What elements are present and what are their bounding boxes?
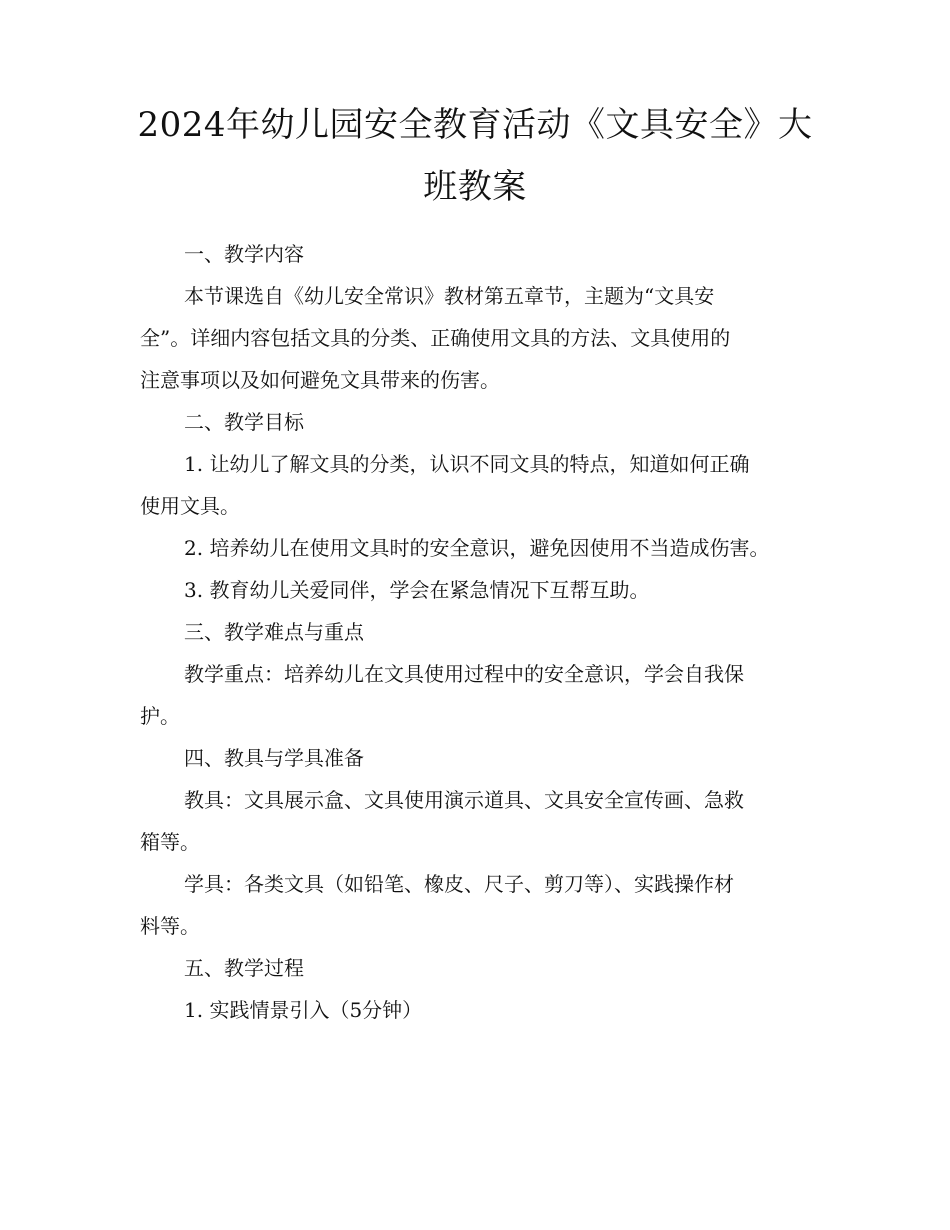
section-heading <box>140 737 830 779</box>
text-line: 2. 培养幼儿在使用文具时的安全意识，避免因使用不当造成伤害。 <box>184 536 770 560</box>
text-line: 一、教学内容 <box>184 242 304 266</box>
text-line: 学具：各类文具（如铅笔、橡皮、尺子、剪刀等）、实践操作材 <box>184 872 734 896</box>
paragraph <box>140 863 830 947</box>
document-title <box>0 94 950 218</box>
list-item <box>140 443 830 527</box>
list-item <box>140 569 830 611</box>
section-heading <box>140 401 830 443</box>
text-line: 护。 <box>140 704 180 728</box>
paragraph <box>140 779 830 863</box>
text-line: 料等。 <box>140 914 200 938</box>
text-line: 3. 教育幼儿关爱同伴，学会在紧急情况下互帮互助。 <box>184 578 650 602</box>
text-line: 本节课选自《幼儿安全常识》教材第五章节，主题为“文具安 <box>184 284 715 308</box>
text-line: 三、教学难点与重点 <box>184 620 364 644</box>
text-line: 四、教具与学具准备 <box>184 746 364 770</box>
section-heading <box>140 233 830 275</box>
title-line: 2024年幼儿园安全教育活动《文具安全》大 <box>137 105 813 145</box>
text-line: 五、教学过程 <box>184 956 304 980</box>
text-line: 使用文具。 <box>140 494 240 518</box>
section-heading <box>140 947 830 989</box>
section-heading <box>140 611 830 653</box>
list-item <box>140 527 830 569</box>
text-line: 教具：文具展示盒、文具使用演示道具、文具安全宣传画、急救 <box>184 788 744 812</box>
text-line: 箱等。 <box>140 830 200 854</box>
paragraph <box>140 275 830 401</box>
text-line: 1. 让幼儿了解文具的分类，认识不同文具的特点，知道如何正确 <box>184 452 750 476</box>
text-line: 1. 实践情景引入（5分钟） <box>184 998 423 1022</box>
title-line: 班教案 <box>423 167 527 207</box>
paragraph <box>140 653 830 737</box>
list-item <box>140 989 830 1031</box>
text-line: 注意事项以及如何避免文具带来的伤害。 <box>140 368 500 392</box>
text-line: 全”。详细内容包括文具的分类、正确使用文具的方法、文具使用的 <box>140 326 731 350</box>
text-line: 教学重点：培养幼儿在文具使用过程中的安全意识，学会自我保 <box>184 662 744 686</box>
document-body <box>140 233 830 1031</box>
text-line: 二、教学目标 <box>184 410 304 434</box>
